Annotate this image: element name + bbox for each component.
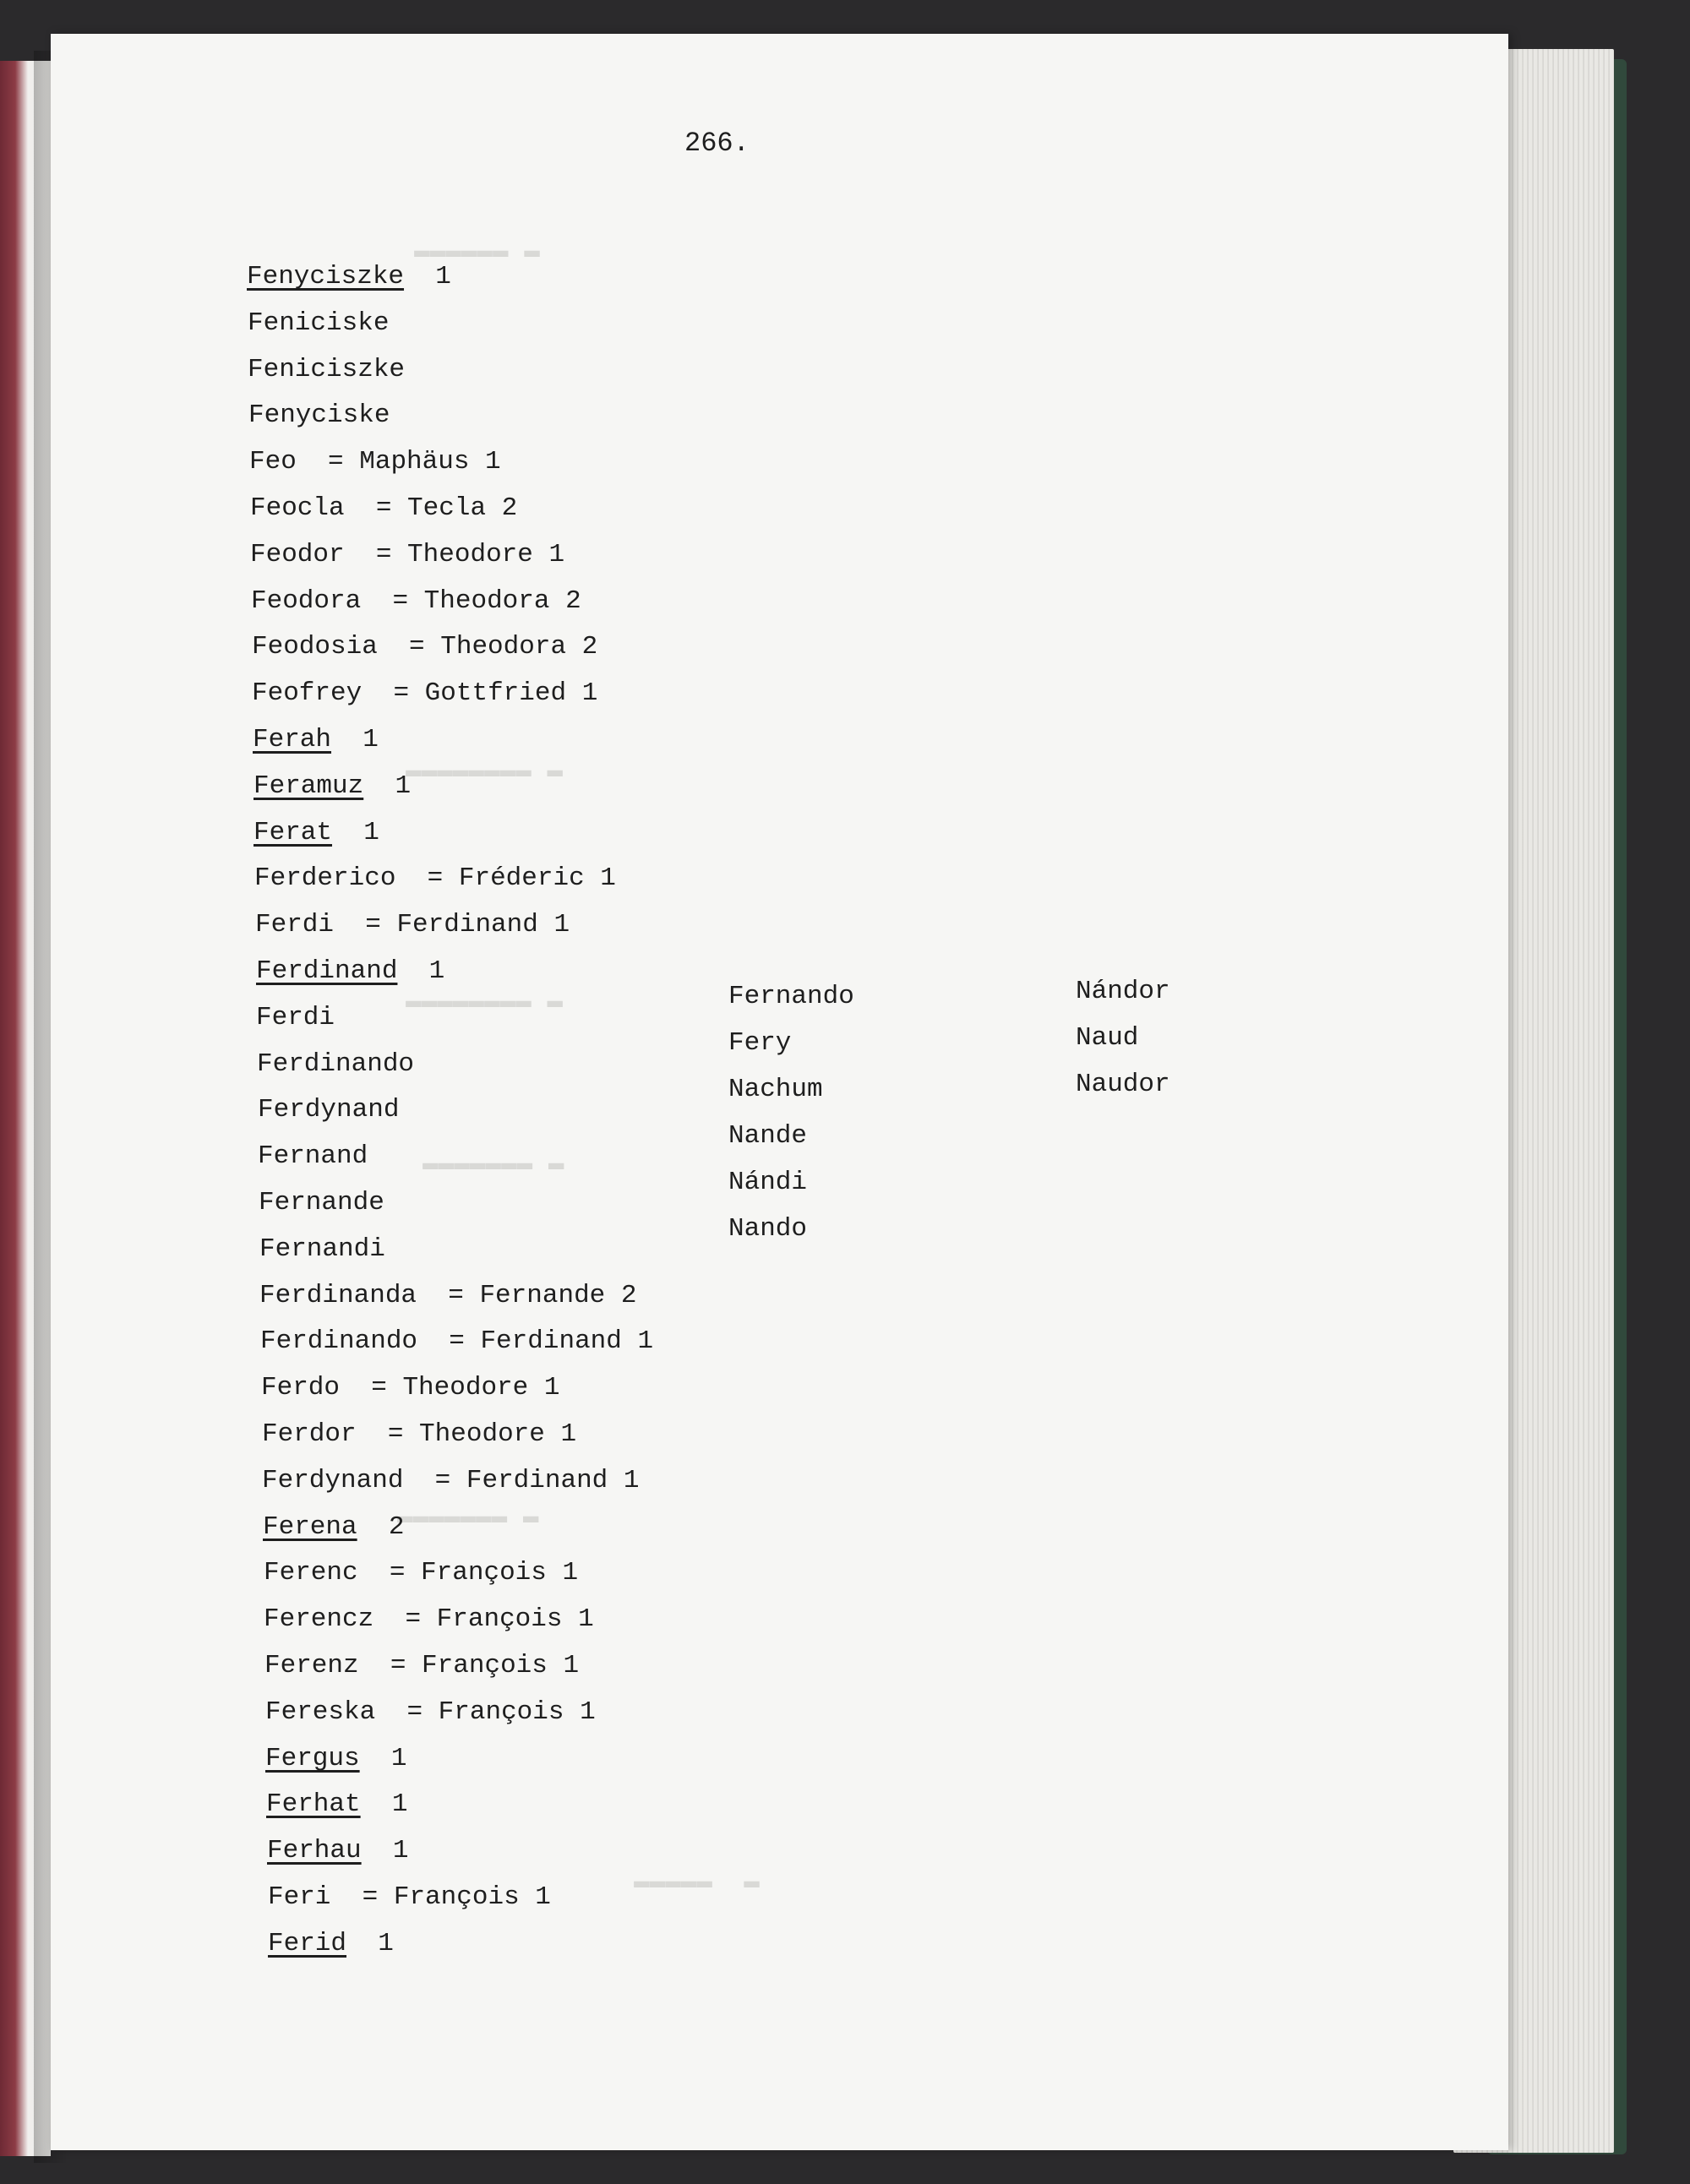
entry-name: Ferdi <box>256 1003 335 1032</box>
entry-line <box>258 1140 368 1174</box>
entry-name: Feniciszke <box>248 355 406 384</box>
entry-line <box>248 399 390 433</box>
entry-name: Feramuz <box>254 771 364 801</box>
variant-name: Fery <box>728 1028 792 1058</box>
entry-name: Fergus <box>265 1744 360 1773</box>
entry-line <box>254 816 379 850</box>
entry-rest: 1 <box>435 262 451 291</box>
variant-name: Nándi <box>728 1168 808 1197</box>
entry-line <box>259 1279 637 1313</box>
entry-rest: = Theodora 2 <box>409 632 598 662</box>
entry-name: Fernandi <box>259 1234 385 1264</box>
entry-line <box>252 677 597 711</box>
entry-name: Ferid <box>268 1929 347 1958</box>
entry-line <box>267 1834 408 1868</box>
entry-name: Fenyciszke <box>247 262 405 291</box>
variant-name: Nando <box>728 1214 808 1244</box>
entry-name: Ferdor <box>262 1419 357 1449</box>
entry-line <box>260 1325 653 1359</box>
entry-line <box>268 1927 394 1961</box>
entry-rest: 1 <box>392 1836 409 1865</box>
entry-rest: 1 <box>428 956 445 986</box>
entry-name: Ferenc <box>264 1558 358 1588</box>
entry-name: Ferat <box>254 818 333 847</box>
entry-name: Fenyciske <box>248 400 390 430</box>
entry-line <box>256 955 444 989</box>
entry-name: Ferhau <box>267 1836 362 1865</box>
entry-name: Feofrey <box>252 678 363 708</box>
entry-name: Feo <box>249 447 297 477</box>
entry-line <box>250 538 564 572</box>
entry-name: Ferhat <box>266 1789 361 1819</box>
entry-line <box>266 1788 407 1822</box>
bleed-through: ▬▬▬▬▬▬▬ ▬ <box>397 1502 539 1532</box>
entry-rest: = Theodora 2 <box>392 586 581 616</box>
entry-rest: 1 <box>363 725 379 754</box>
entry-name: Ferderico <box>254 863 396 893</box>
entry-line <box>259 1186 384 1220</box>
variant-name: Fernando <box>728 982 854 1011</box>
entry-line <box>264 1649 579 1683</box>
entry-rest: = François 1 <box>362 1882 551 1912</box>
entry-name: Ferdi <box>255 910 335 940</box>
entry-line <box>265 1742 406 1776</box>
variants-column-3 <box>1076 968 1170 1108</box>
entry-name: Ferdinando <box>260 1326 418 1356</box>
entry-name: Ferdynand <box>262 1466 404 1495</box>
bleed-through: ▬▬▬▬▬▬▬▬ ▬ <box>406 756 564 786</box>
entry-name: Feocla <box>250 493 345 523</box>
entry-line <box>264 1556 578 1590</box>
entry-rest: = Ferdinand 1 <box>365 910 570 940</box>
entry-line <box>259 1233 385 1266</box>
entry-rest: 1 <box>363 818 379 847</box>
entry-rest: = Tecla 2 <box>375 493 518 523</box>
entry-rest: 1 <box>395 771 412 801</box>
entry-line <box>247 260 451 294</box>
entry-line <box>256 1001 335 1035</box>
variant-name: Nachum <box>728 1075 823 1104</box>
entry-name: Feodosia <box>252 632 378 662</box>
entry-rest: 1 <box>390 1744 407 1773</box>
entry-line <box>249 445 501 479</box>
variant-name: Naud <box>1076 1023 1139 1053</box>
entry-name: Ferah <box>253 725 332 754</box>
entry-name: Fernand <box>258 1141 368 1171</box>
entry-name: Ferencz <box>264 1604 374 1634</box>
entry-line <box>255 908 570 942</box>
entry-rest: 1 <box>391 1789 408 1819</box>
entry-name: Ferdinanda <box>259 1281 417 1310</box>
entry-line <box>264 1603 594 1637</box>
book-page <box>51 34 1508 2150</box>
entry-line <box>263 1511 404 1544</box>
entry-line <box>253 723 379 757</box>
variant-name: Nándor <box>1076 977 1170 1006</box>
entry-rest: = Theodore 1 <box>371 1373 560 1402</box>
bleed-through: ▬▬▬▬▬▬ ▬ <box>414 237 540 266</box>
page-number: 266. <box>684 128 750 159</box>
entry-name: Feniciske <box>248 308 390 338</box>
entry-rest: = François 1 <box>405 1604 594 1634</box>
entry-rest: = Fernande 2 <box>448 1281 637 1310</box>
entry-line <box>250 492 517 526</box>
entry-line <box>261 1371 559 1405</box>
entry-rest: = François 1 <box>406 1697 596 1727</box>
entry-rest: = François 1 <box>390 1651 580 1680</box>
entry-rest: = Theodore 1 <box>387 1419 577 1449</box>
entry-line <box>268 1881 551 1914</box>
entry-rest: = Fréderic 1 <box>427 863 616 893</box>
entry-rest: 1 <box>378 1929 394 1958</box>
entry-line <box>258 1093 399 1127</box>
entry-rest: = Theodore 1 <box>375 540 565 569</box>
bleed-through: ▬▬▬▬▬▬▬▬ ▬ <box>406 987 564 1016</box>
entry-line <box>248 353 405 387</box>
entry-rest: 2 <box>388 1512 405 1542</box>
entry-name: Ferdynand <box>258 1095 400 1125</box>
variant-name: Naudor <box>1076 1070 1170 1099</box>
entry-line <box>254 862 616 896</box>
entry-name: Fereska <box>265 1697 376 1727</box>
bleed-through: ▬▬▬▬▬▬▬ ▬ <box>422 1149 564 1179</box>
entry-name: Feodora <box>251 586 362 616</box>
entry-rest: = François 1 <box>389 1558 579 1588</box>
entry-name: Ferdinand <box>256 956 398 986</box>
entry-name: Fernande <box>259 1188 384 1217</box>
entry-line <box>251 585 581 618</box>
variant-name: Nande <box>728 1121 808 1151</box>
entry-name: Feodor <box>250 540 345 569</box>
entry-name: Feri <box>268 1882 331 1912</box>
entry-name: Ferena <box>263 1512 357 1542</box>
entry-rest: = Maphäus 1 <box>328 447 501 477</box>
entry-name: Ferdinando <box>257 1049 415 1079</box>
entry-line <box>248 307 389 340</box>
entry-line <box>262 1464 640 1498</box>
entry-line <box>254 770 411 803</box>
entry-rest: = Gottfried 1 <box>393 678 598 708</box>
entry-line <box>265 1696 596 1729</box>
bleed-through: ▬▬▬▬▬ ▬ <box>634 1867 760 1897</box>
entry-line <box>252 630 597 664</box>
entry-line <box>257 1048 414 1081</box>
entry-name: Ferenz <box>264 1651 359 1680</box>
entry-rest: = Ferdinand 1 <box>434 1466 640 1495</box>
entry-name: Ferdo <box>261 1373 341 1402</box>
entry-line <box>262 1418 576 1451</box>
entry-rest: = Ferdinand 1 <box>449 1326 654 1356</box>
variants-column-2 <box>728 973 854 1252</box>
